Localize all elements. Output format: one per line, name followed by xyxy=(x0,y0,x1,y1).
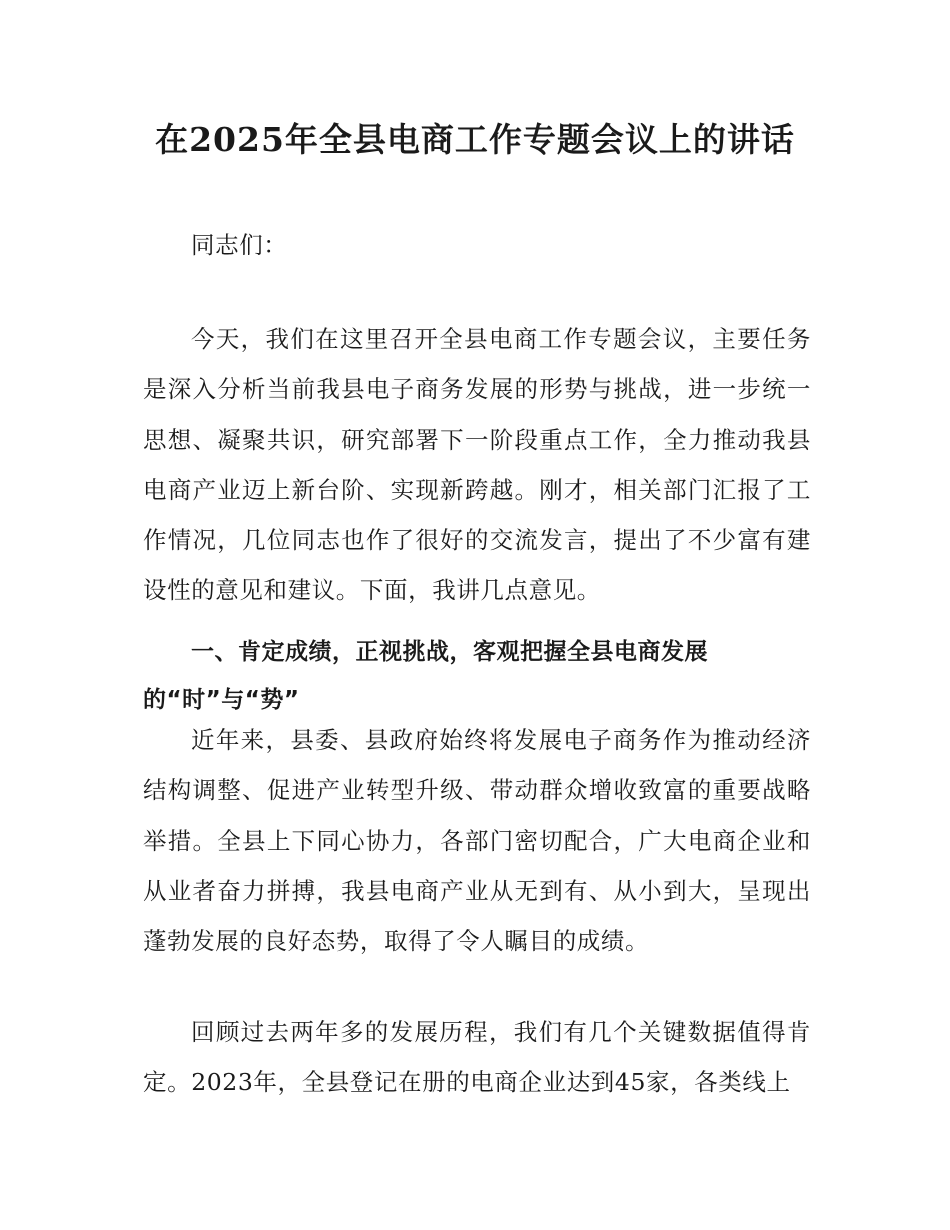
salutation: 同志们： xyxy=(191,231,288,259)
section-heading-1: 一、肯定成绩，正视挑战，客观把握全县电商发展的“时”与“势” xyxy=(143,639,708,713)
paragraph-achievements: 近年来，县委、县政府始终将发展电子商务作为推动经济结构调整、促进产业转型升级、带动群众增收致富的重要战略举措。全县上下同心协力，各部门密切配合，广大电商企业和从业者奋力拼搏，我县电商产业从无到有、从小到大，呈现出蓬勃发展的良好态势，取得了令人瞩目的成绩。 xyxy=(143,726,811,956)
paragraph-key-data: 回顾过去两年多的发展历程，我们有几个关键数据值得肯定。2023年，全县登记在册的电商企业达到45家，各类线上 xyxy=(143,1018,811,1097)
paragraph-opening: 今天，我们在这里召开全县电商工作专题会议，主要任务是深入分析当前我县电子商务发展的形势与挑战，进一步统一思想、凝聚共识，研究部署下一阶段重点工作，全力推动我县电商产业迈上新台阶、实现新跨越。刚才，相关部门汇报了工作情况，几位同志也作了很好的交流发言，提出了不少富有建设性的意见和建议。下面，我讲几点意见。 xyxy=(143,325,811,605)
document-title: 在2025年全县电商工作专题会议上的讲话 xyxy=(155,120,795,159)
